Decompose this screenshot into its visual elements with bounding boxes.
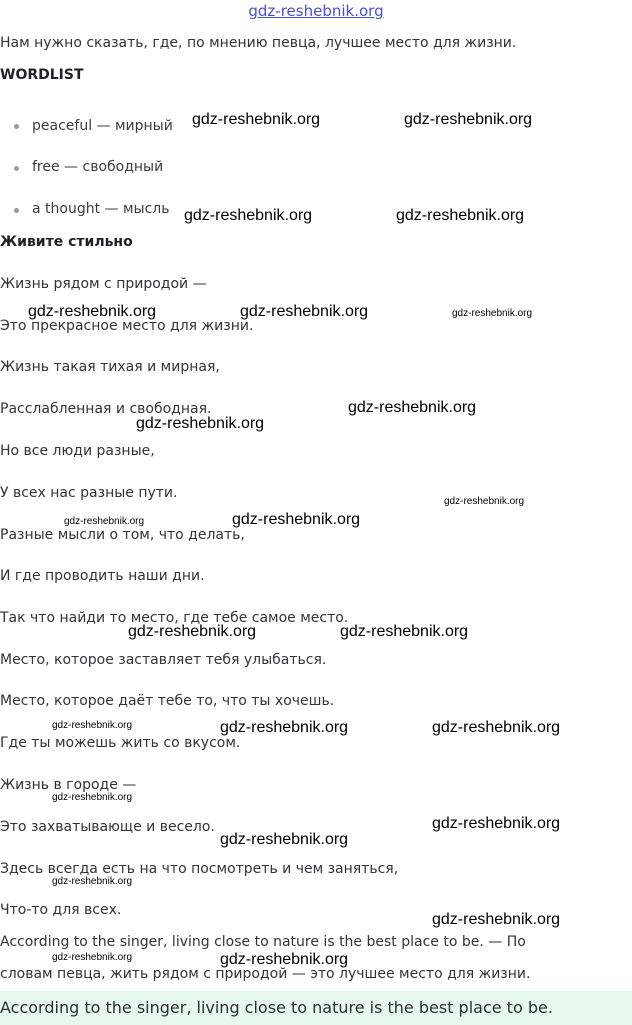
watermark: gdz-reshebnik.org bbox=[64, 516, 145, 527]
wordlist-title: WORDLIST bbox=[0, 67, 84, 83]
bullet-icon bbox=[14, 166, 19, 171]
wordlist-item: peaceful — мирный bbox=[32, 118, 173, 134]
watermark: gdz-reshebnik.org bbox=[232, 511, 361, 528]
song-line: Здесь всегда есть на что посмотреть и чем заняться, bbox=[0, 861, 399, 877]
translation-line: словам певца, жить рядом с природой — это лучшее место для жизни. bbox=[0, 966, 531, 982]
watermark: gdz-reshebnik.org bbox=[432, 815, 561, 832]
song-line: У всех нас разные пути. bbox=[0, 485, 178, 501]
watermark: gdz-reshebnik.org bbox=[184, 207, 313, 224]
intro-text: Нам нужно сказать, где, по мнению певца, лучшее место для жизни. bbox=[0, 35, 517, 51]
watermark: gdz-reshebnik.org bbox=[404, 111, 533, 128]
song-line: Это захватывающе и весело. bbox=[0, 819, 215, 835]
watermark: gdz-reshebnik.org bbox=[444, 496, 525, 507]
watermark: gdz-reshebnik.org bbox=[128, 623, 257, 640]
song-line: И где проводить наши дни. bbox=[0, 568, 205, 584]
answer-text: According to the singer, living close to nature is the best place to be. bbox=[0, 998, 553, 1017]
wordlist-item: a thought — мысль bbox=[32, 201, 170, 217]
wordlist-item: free — свободный bbox=[32, 159, 164, 175]
song-line: Жизнь в городе — bbox=[0, 777, 137, 793]
watermark: gdz-reshebnik.org bbox=[452, 308, 533, 319]
watermark: gdz-reshebnik.org bbox=[432, 911, 561, 928]
translation-line: According to the singer, living close to nature is the best place to be. — По bbox=[0, 934, 526, 950]
watermark: gdz-reshebnik.org bbox=[52, 792, 133, 803]
watermark: gdz-reshebnik.org bbox=[396, 207, 525, 224]
song-line: Разные мысли о том, что делать, bbox=[0, 527, 245, 543]
watermark: gdz-reshebnik.org bbox=[52, 952, 133, 963]
watermark: gdz-reshebnik.org bbox=[28, 303, 157, 320]
song-line: Место, которое даёт тебе то, что ты хочешь. bbox=[0, 693, 335, 709]
watermark: gdz-reshebnik.org bbox=[52, 876, 133, 887]
song-line: Место, которое заставляет тебя улыбаться. bbox=[0, 652, 327, 668]
song-line: Жизнь рядом с природой — bbox=[0, 276, 207, 292]
song-line: Жизнь такая тихая и мирная, bbox=[0, 359, 220, 375]
watermark: gdz-reshebnik.org bbox=[136, 415, 265, 432]
site-header-link[interactable]: gdz-reshebnik.org bbox=[248, 2, 384, 20]
bullet-icon bbox=[14, 208, 19, 213]
song-line: Это прекрасное место для жизни. bbox=[0, 318, 254, 334]
bullet-icon bbox=[14, 124, 19, 129]
song-line: Но все люди разные, bbox=[0, 443, 155, 459]
watermark: gdz-reshebnik.org bbox=[240, 303, 369, 320]
watermark: gdz-reshebnik.org bbox=[220, 951, 349, 968]
watermark: gdz-reshebnik.org bbox=[52, 720, 133, 731]
song-line: Что-то для всех. bbox=[0, 902, 122, 918]
song-line: Так что найди то место, где тебе самое место. bbox=[0, 610, 349, 626]
watermark: gdz-reshebnik.org bbox=[340, 623, 469, 640]
watermark: gdz-reshebnik.org bbox=[220, 719, 349, 736]
watermark: gdz-reshebnik.org bbox=[220, 831, 349, 848]
song-line: Расслабленная и свободная. bbox=[0, 401, 212, 417]
watermark: gdz-reshebnik.org bbox=[432, 719, 561, 736]
watermark: gdz-reshebnik.org bbox=[348, 399, 477, 416]
song-line: Где ты можешь жить со вкусом. bbox=[0, 735, 241, 751]
song-title: Живите стильно bbox=[0, 234, 133, 250]
watermark: gdz-reshebnik.org bbox=[192, 111, 321, 128]
